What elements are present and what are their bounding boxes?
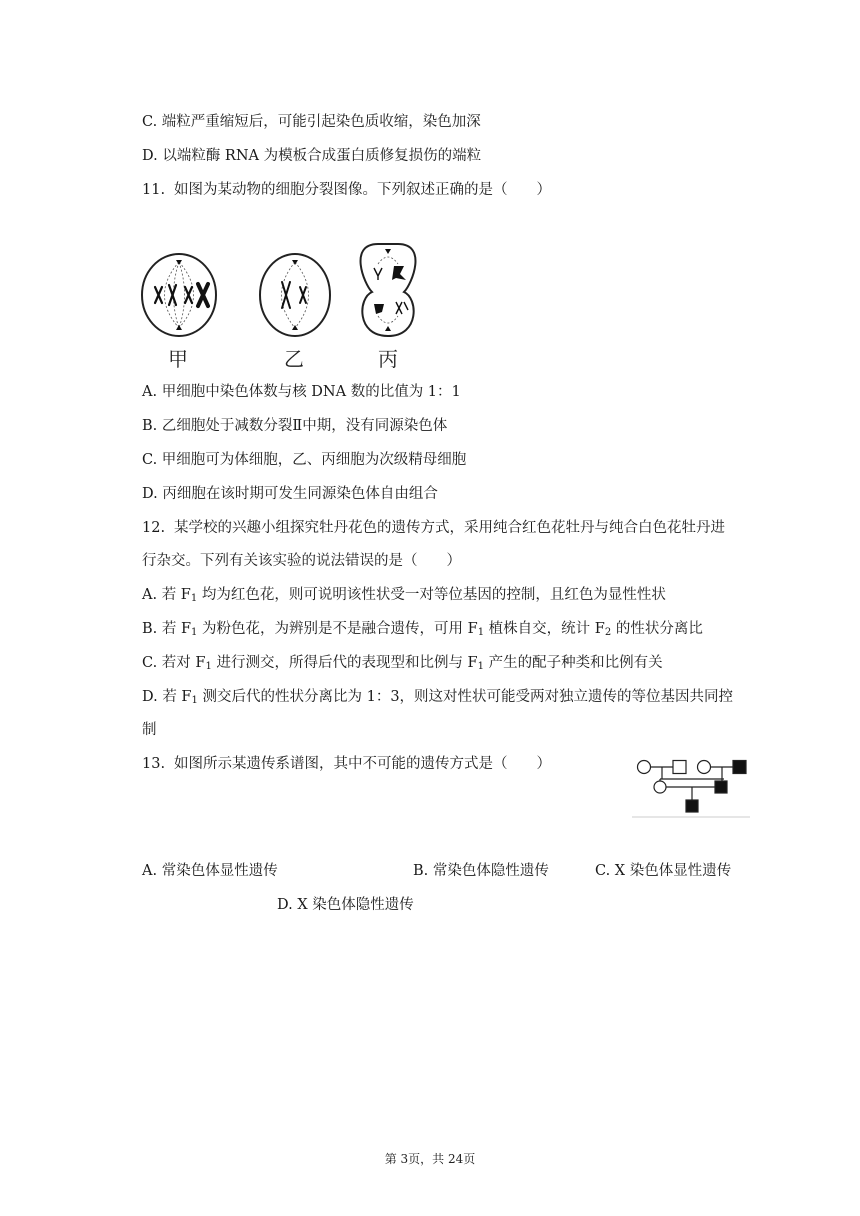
q13-option-d: D. X 染色体隐性遗传 — [277, 897, 414, 913]
q13-stem — [142, 754, 551, 774]
pedigree-chart — [632, 755, 752, 819]
pedigree-male-affected-2 — [715, 781, 727, 793]
q13-number: 13. — [142, 756, 166, 772]
pedigree-male-affected-1 — [733, 761, 746, 774]
q11-option-d: D. 丙细胞在该时期可发生同源染色体自由组合 — [142, 486, 438, 502]
cell-jia — [142, 254, 216, 336]
q11-stem — [142, 180, 551, 200]
pedigree-female-normal-2 — [698, 761, 711, 774]
q12-option-c: C. 若对 $F_1$ 进行测交，所得后代的表现型和比例与 $F_1$ 产生的配子种类和比例有关 — [142, 655, 663, 672]
pedigree-female-normal-3 — [654, 781, 666, 793]
q13-stem-text: 如图所示某遗传系谱图，其中不可能的遗传方式是（ ） — [174, 756, 551, 772]
q10-option-d: D. 以端粒酶 RNA 为模板合成蛋白质修复损伤的端粒 — [142, 148, 482, 164]
q12-option-d-continued: 制 — [142, 722, 157, 738]
q13-option-a: A. 常染色体显性遗传 — [142, 863, 278, 879]
cell-division-figure — [138, 240, 448, 375]
q12-number: 12. — [142, 520, 166, 536]
page-footer: 第 3页，共 24页 — [384, 1152, 476, 1166]
q11-number: 11. — [142, 182, 166, 198]
q11-option-b: B. 乙细胞处于减数分裂Ⅱ中期，没有同源染色体 — [142, 418, 448, 434]
q12-option-b: B. 若 $F_1$ 为粉色花，为辨别是不是融合遗传，可用 $F_1$ 植株自交，统计 $F_2$ 的性状分离比 — [142, 621, 703, 638]
pedigree-female-normal-1 — [638, 761, 651, 774]
q12-stem-line1 — [142, 518, 725, 538]
pedigree-male-affected-3 — [686, 800, 698, 812]
q12-stem-line2: 行杂交。下列有关该实验的说法错误的是（ ） — [142, 553, 461, 569]
q11-stem-text: 如图为某动物的细胞分裂图像。下列叙述正确的是（ ） — [174, 182, 551, 198]
q13-option-b: B. 常染色体隐性遗传 — [413, 863, 549, 879]
q12-stem-text-1: 某学校的兴趣小组探究牡丹花色的遗传方式，采用纯合红色花牡丹与纯合白色花牡丹进 — [174, 520, 725, 536]
cell-yi — [260, 254, 330, 336]
label-jia: 甲 — [168, 347, 188, 371]
q12-option-d: D. 若 $F_1$ 测交后代的性状分离比为 1：3，则这对性状可能受两对独立遗传的等位基因共同控 — [142, 689, 734, 706]
q13-option-c: C. X 染色体显性遗传 — [595, 863, 732, 879]
cell-bing — [361, 244, 416, 336]
label-bing: 丙 — [378, 347, 398, 371]
q12-option-a: A. 若 $F_1$ 均为红色花，则可说明该性状受一对等位基因的控制，且红色为显性性状 — [142, 587, 666, 604]
q10-option-c: C. 端粒严重缩短后，可能引起染色质收缩，染色加深 — [142, 114, 481, 130]
q11-option-a: A. 甲细胞中染色体数与核 DNA 数的比值为 1：1 — [142, 384, 461, 400]
pedigree-male-normal-1 — [673, 761, 686, 774]
label-yi: 乙 — [284, 347, 304, 371]
q11-option-c: C. 甲细胞可为体细胞，乙、丙细胞为次级精母细胞 — [142, 452, 467, 468]
